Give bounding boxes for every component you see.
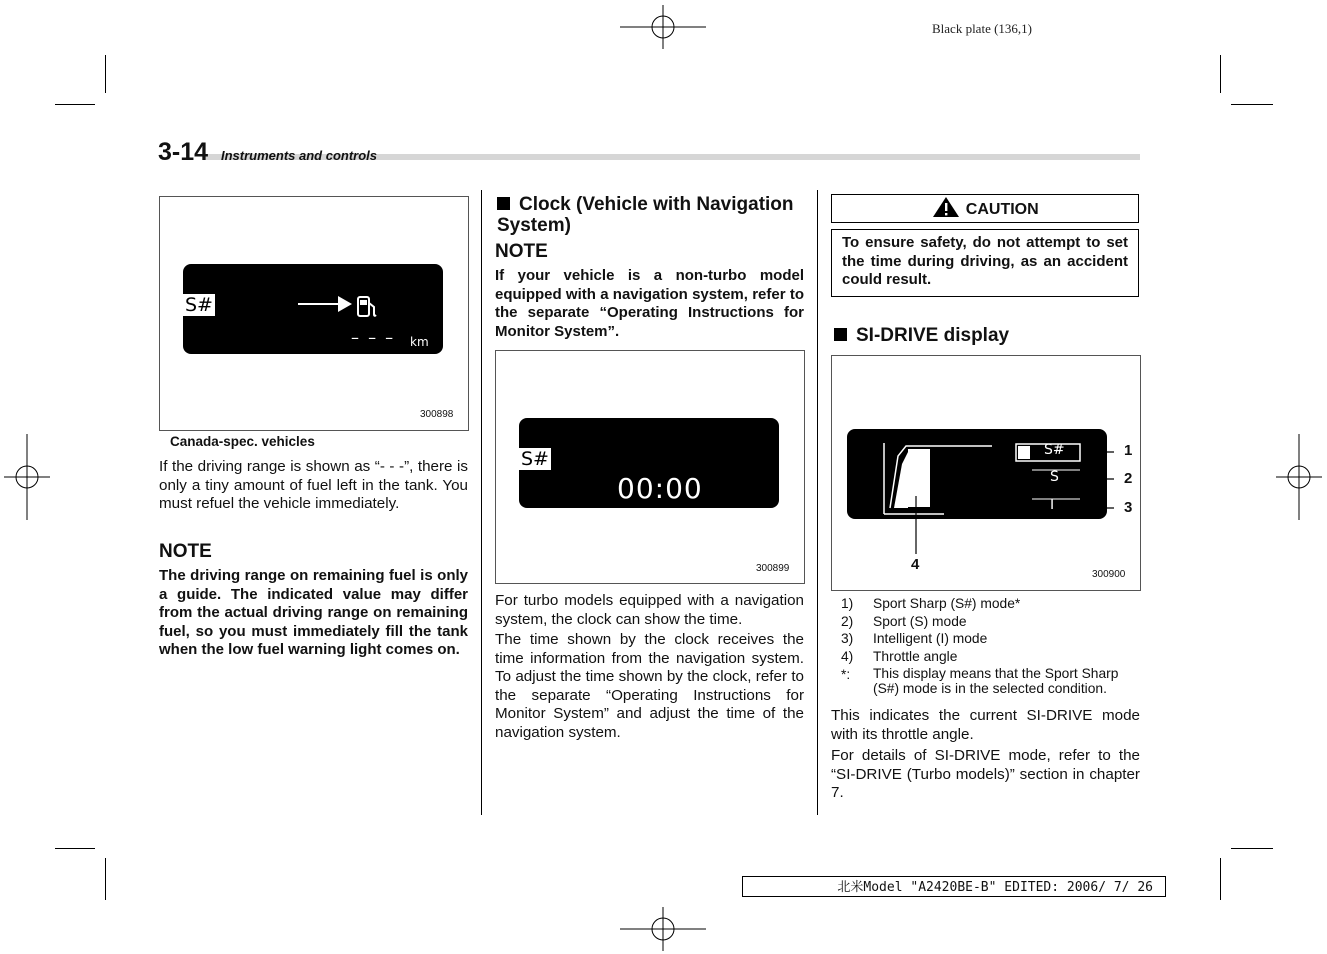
column-divider-1 <box>481 190 482 815</box>
distance-value: – – – <box>351 328 396 347</box>
legend-number: 3) <box>841 631 854 646</box>
legend-text: Sport Sharp (S#) mode* <box>873 596 1021 611</box>
figure-caption: Canada-spec. vehicles <box>170 434 315 449</box>
callout-4: 4 <box>911 556 920 573</box>
legend-item <box>841 630 1141 648</box>
lcd-screen <box>519 418 779 508</box>
legend-text: This display means that the Sport Sharp (S#) mode is in the selected condition. <box>873 666 1119 696</box>
si-drive-heading <box>834 325 1134 346</box>
caution-label: CAUTION <box>965 201 1039 218</box>
figure-si-drive-display <box>831 355 1141 591</box>
legend-number: 2) <box>841 614 854 629</box>
legend-text: Sport (S) mode <box>873 614 967 629</box>
callout-2: 2 <box>1124 470 1133 487</box>
note-heading-2: NOTE <box>495 241 548 262</box>
caution-text: To ensure safety, do not attempt to set the time during driving, as an accident could result. <box>842 234 1128 288</box>
page-number: 3-14 <box>158 138 209 166</box>
callout-3: 3 <box>1124 499 1133 516</box>
mode-i: I <box>1050 497 1055 513</box>
mode-indicator: S# <box>185 294 213 316</box>
clock-paragraph-2: The time shown by the clock receives the time information from the navigation system. To adjust the time shown by the clock, refer to the separate “Operating Instructions for Monitor System” and adjust the time of the navigation system. <box>495 631 804 741</box>
fuel-pump-icon <box>355 294 379 320</box>
legend-item <box>841 595 1141 613</box>
registration-mark-right <box>1276 434 1322 520</box>
si-drive-graphics <box>832 356 1140 590</box>
legend-text: Throttle angle <box>873 649 958 664</box>
section-title: Instruments and controls <box>221 148 378 163</box>
plate-label: Black plate (136,1) <box>932 21 1032 36</box>
clock-heading-text: Clock (Vehicle with Navigation System) <box>497 194 794 236</box>
callout-1: 1 <box>1124 442 1133 459</box>
legend-text: Intelligent (I) mode <box>873 631 988 646</box>
edit-stamp: 北米Model "A2420BE-B" EDITED: 2006/ 7/ 26 <box>742 876 1166 897</box>
clock-heading <box>497 194 797 236</box>
note-heading: NOTE <box>159 541 212 562</box>
legend-item <box>841 613 1141 631</box>
mode-s-sharp: S# <box>1044 442 1065 458</box>
distance-unit: km <box>410 335 429 349</box>
column-divider-2 <box>817 190 818 815</box>
caution-header <box>831 194 1139 223</box>
figure-number: 300900 <box>1092 569 1126 580</box>
legend-number: *: <box>841 667 851 682</box>
legend-number: 4) <box>841 649 854 664</box>
bullet-square <box>834 328 847 341</box>
registration-mark-bottom <box>620 907 706 951</box>
mode-s: S <box>1050 469 1059 485</box>
arrow-icon <box>298 294 353 314</box>
si-drive-paragraph-1: This indicates the current SI-DRIVE mode with its throttle angle. <box>831 707 1140 743</box>
lcd-screen <box>183 264 443 354</box>
si-drive-heading-text: SI-DRIVE display <box>856 325 1010 346</box>
caution-box <box>831 229 1139 297</box>
figure-clock-display <box>495 350 805 584</box>
warning-triangle-icon <box>931 195 961 219</box>
registration-mark-top <box>620 5 706 49</box>
legend-item <box>841 648 1141 666</box>
bullet-square <box>497 197 510 210</box>
registration-mark-left <box>4 434 50 520</box>
clock-paragraph-1: For turbo models equipped with a navigation system, the clock can show the time. <box>495 592 804 628</box>
figure-range-display <box>159 196 469 431</box>
clock-time: 00:00 <box>617 472 703 505</box>
figure-number: 300898 <box>420 409 454 420</box>
note-text: The driving range on remaining fuel is only a guide. The indicated value may differ from the actual driving range on remaining fuel, so you must immediately fill the tank when the low fuel warning light comes on. <box>159 567 468 658</box>
figure-number: 300899 <box>756 563 790 574</box>
mode-indicator: S# <box>521 448 549 470</box>
range-paragraph: If the driving range is shown as “- - -”, there is only a tiny amount of fuel left in the tank. You must refuel the vehicle immediately. <box>159 458 468 512</box>
legend-footnote <box>841 666 1141 700</box>
si-drive-paragraph-2: For details of SI-DRIVE mode, refer to the “SI-DRIVE (Turbo models)” section in chapter 7. <box>831 747 1140 801</box>
legend-number: 1) <box>841 596 854 611</box>
note-text-2: If your vehicle is a non-turbo model equipped with a navigation system, refer to the separate “Operating Instructions for Monitor System”. <box>495 267 804 340</box>
